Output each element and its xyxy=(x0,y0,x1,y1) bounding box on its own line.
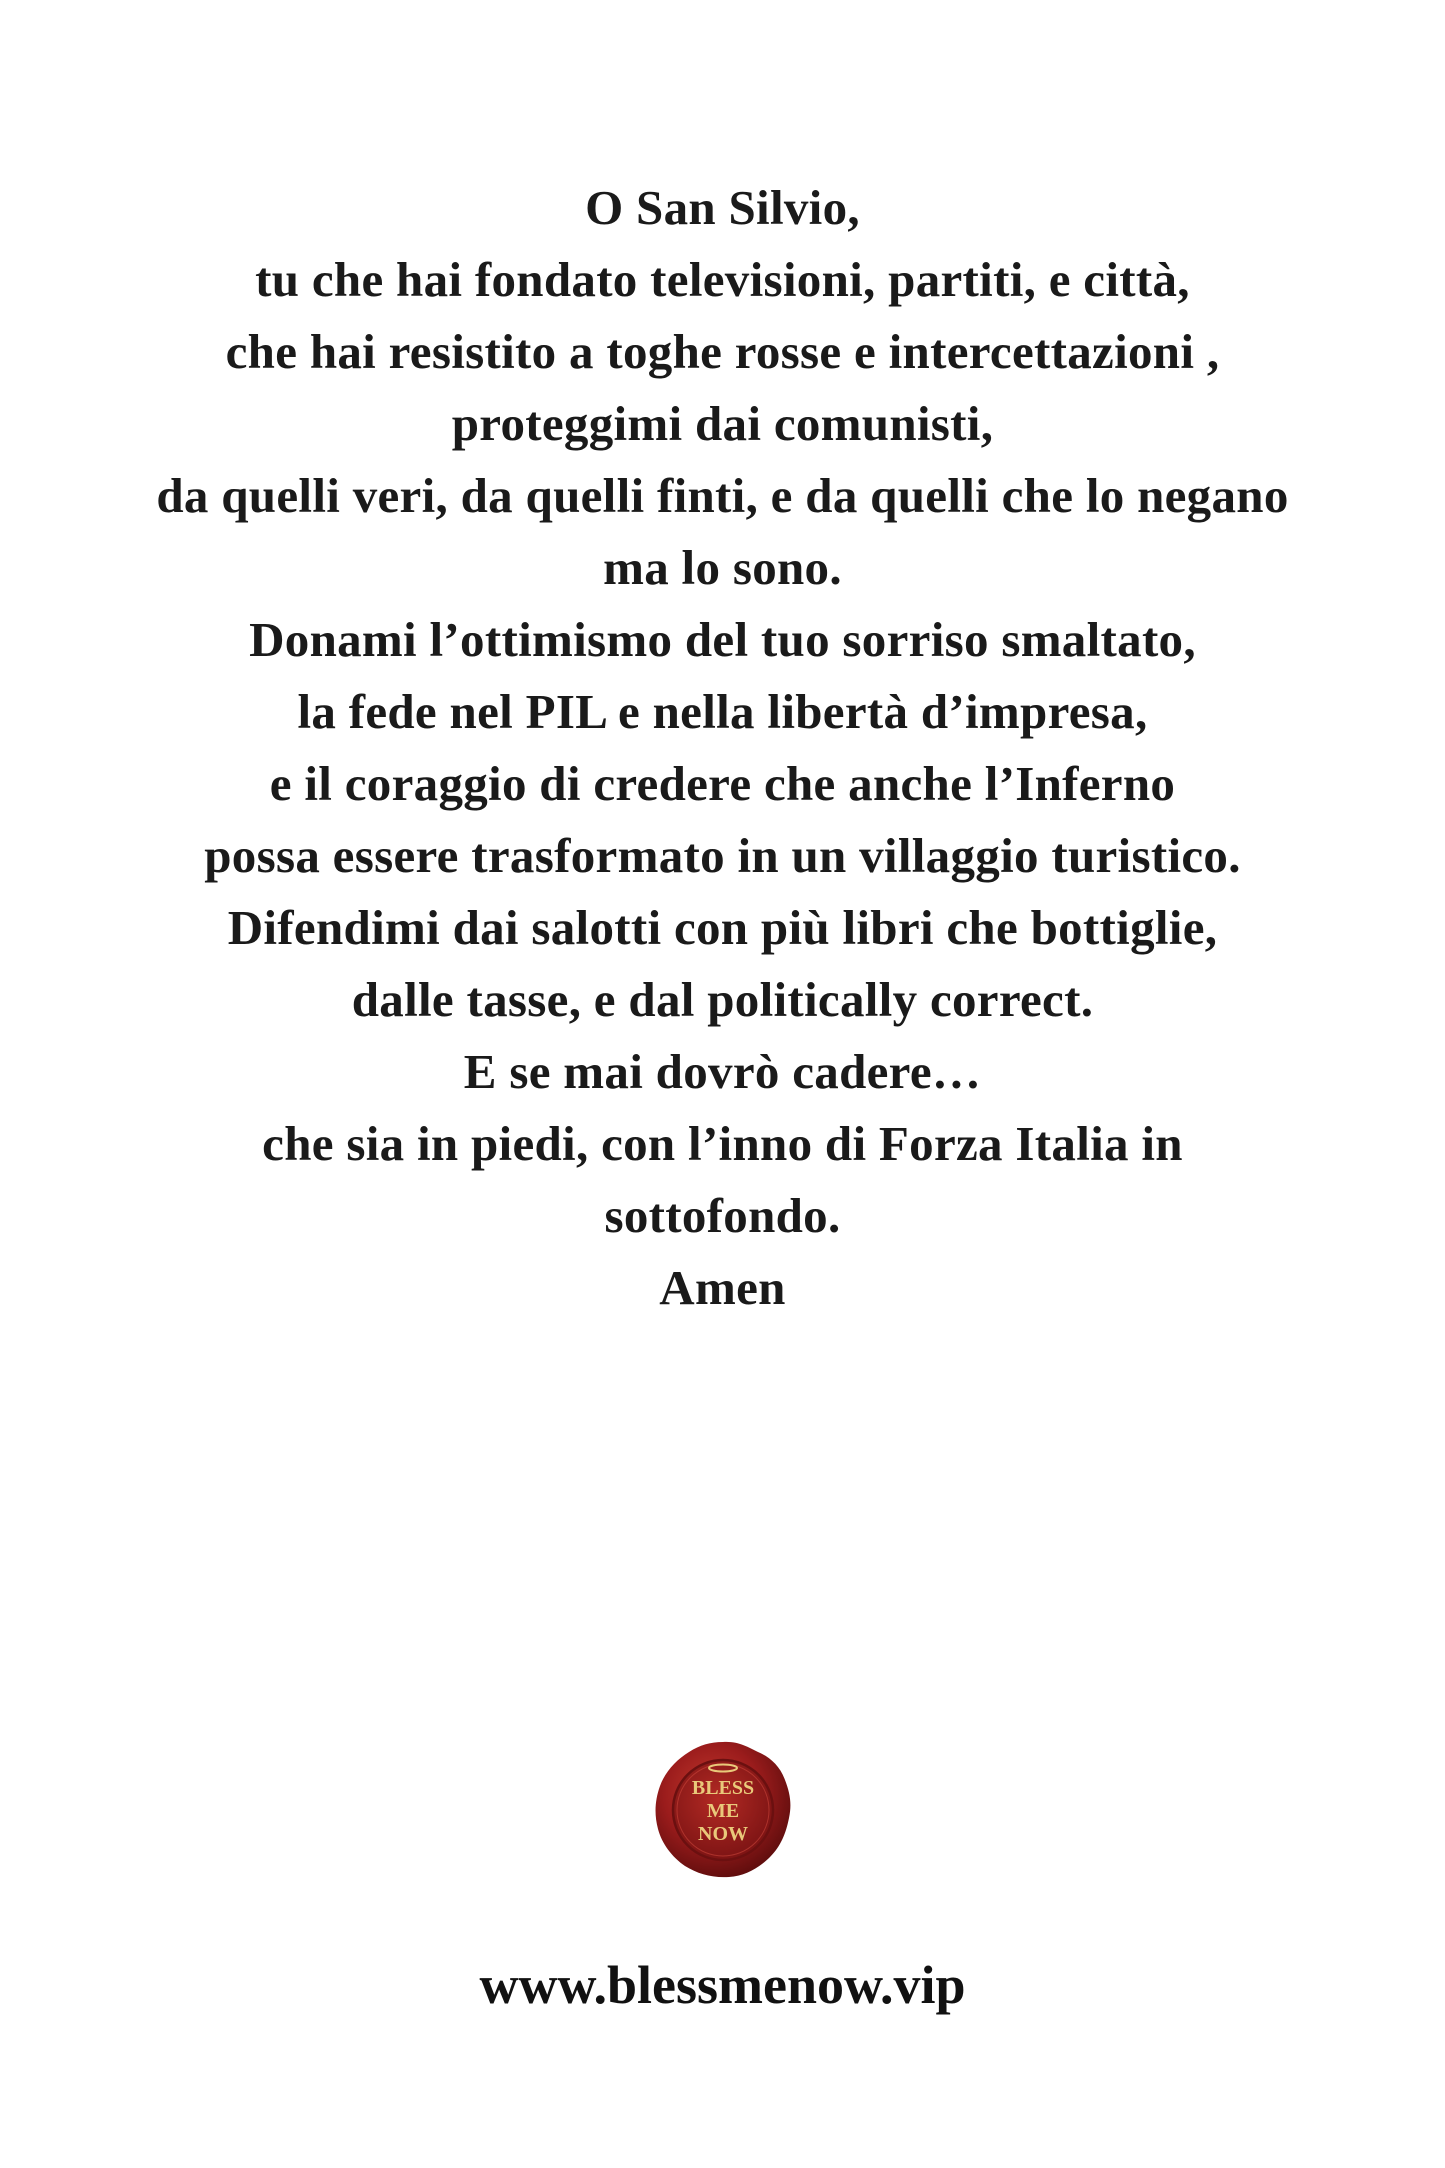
prayer-line: la fede nel PIL e nella libertà d’impresa, xyxy=(297,684,1148,739)
prayer-line: dalle tasse, e dal politically correct. xyxy=(351,972,1094,1027)
seal-text-line: NOW xyxy=(698,1823,748,1845)
website-url: www.blessmenow.vip xyxy=(479,1955,966,2015)
prayer-line: O San Silvio, xyxy=(585,180,860,235)
prayer-line: da quelli veri, da quelli finti, e da quelli che lo negano xyxy=(156,468,1289,523)
prayer-line: E se mai dovrò cadere… xyxy=(463,1044,982,1099)
prayer-line: e il coraggio di credere che anche l’Inferno xyxy=(269,756,1176,811)
seal-text-line: BLESS xyxy=(691,1777,755,1799)
prayer-line: sottofondo. xyxy=(604,1188,841,1243)
seal-text-line: ME xyxy=(706,1800,740,1822)
wax-seal-icon xyxy=(652,1738,794,1880)
prayer-line: possa essere trasformato in un villaggio turistico. xyxy=(204,828,1241,883)
prayer-line: Difendimi dai salotti con più libri che bottiglie, xyxy=(227,900,1218,955)
prayer-line: Donami l’ottimismo del tuo sorriso smaltato, xyxy=(249,612,1196,667)
prayer-line: che sia in piedi, con l’inno di Forza Italia in xyxy=(262,1116,1183,1171)
wax-seal-logo xyxy=(652,1738,794,1880)
prayer-line: proteggimi dai comunisti, xyxy=(451,396,994,451)
prayer-line: ma lo sono. xyxy=(603,540,842,595)
prayer-line: che hai resistito a toghe rosse e intercettazioni , xyxy=(225,324,1220,379)
prayer-amen: Amen xyxy=(659,1260,786,1315)
prayer-line: tu che hai fondato televisioni, partiti, e città, xyxy=(255,252,1190,307)
prayer-text xyxy=(0,172,1445,1324)
